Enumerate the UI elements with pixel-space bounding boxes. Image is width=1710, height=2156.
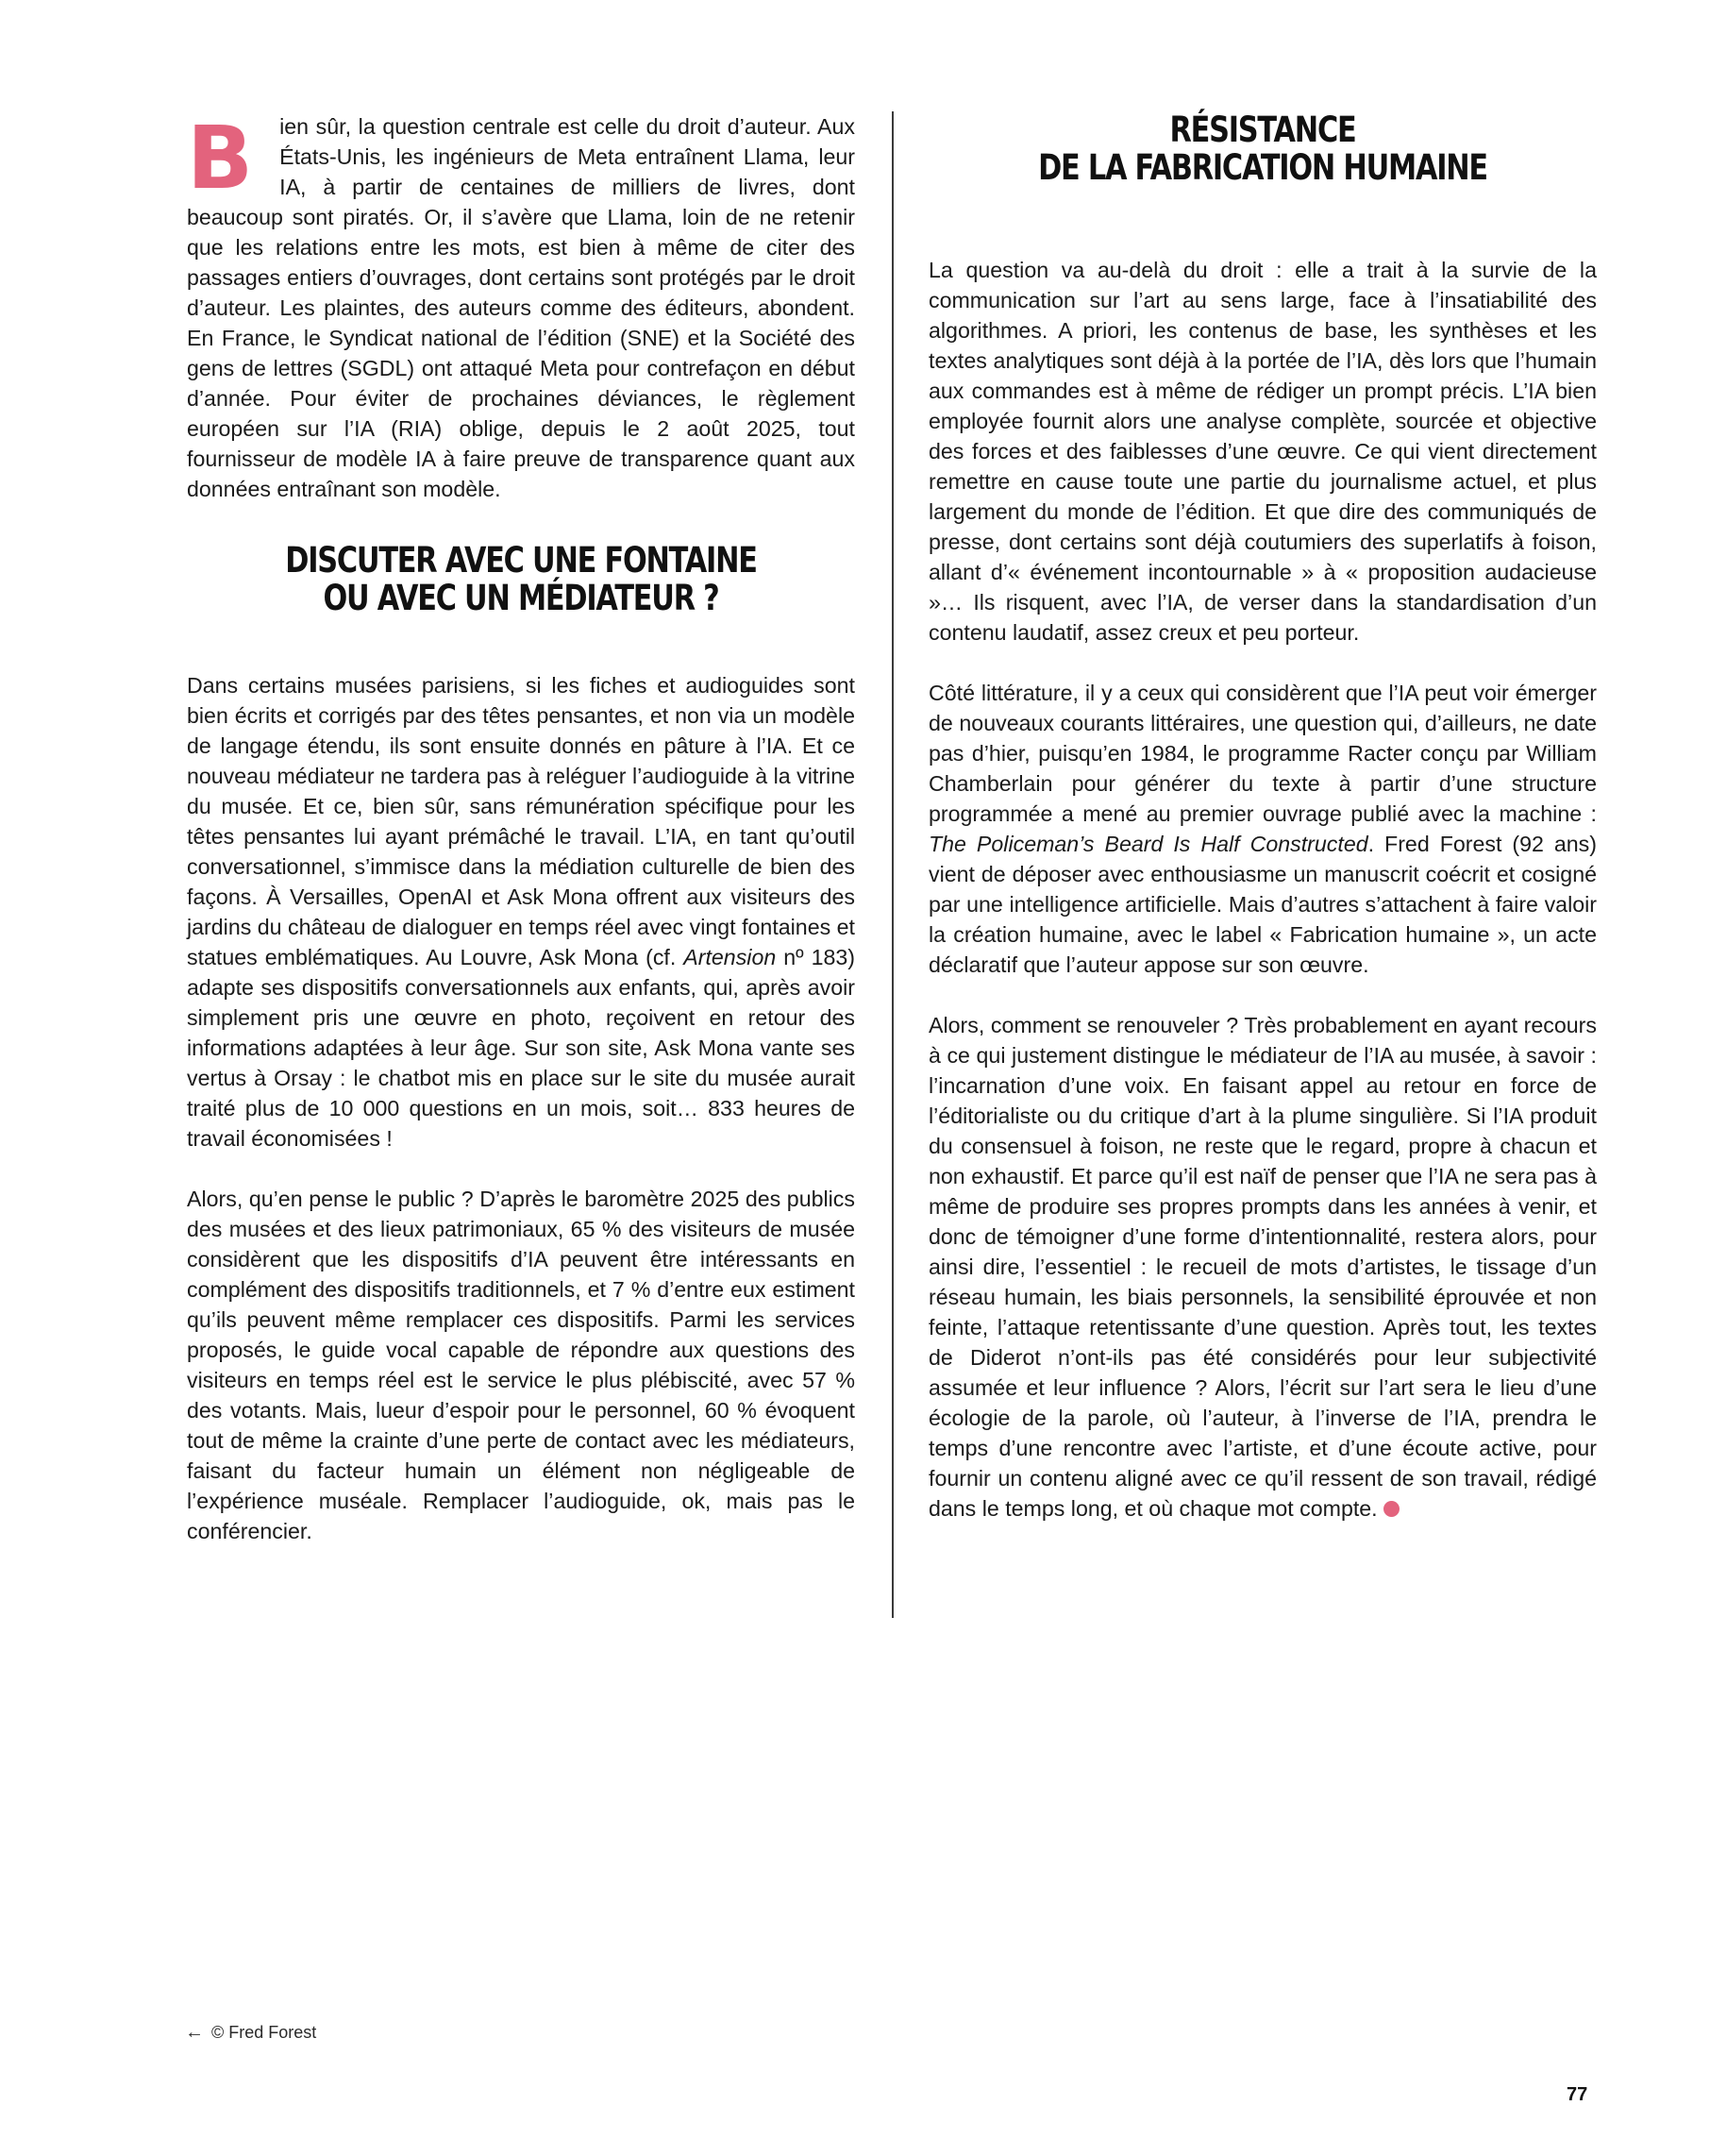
paragraph-renouveler	[929, 1010, 1597, 1524]
heading-line: RÉSISTANCE	[1169, 109, 1356, 150]
text-run: Alors, comment se renouveler ? Très probablement en ayant recours à ce qui justement distingue le médiateur de l’IA au musée, à savoir : l’incarnation d’une voix. En faisant appel au retour en force de l’éditorialiste ou du critique d’art à la plume singulière. Si l’IA produit du consensuel à foison, ne reste que le regard, propre à chacun et non exhaustif. Et parce qu’il est naïf de penser que l’IA ne sera pas à même de produire ses propres prompts dans les années à venir, et donc de témoigner d’une forme d’intentionnalité, restera alors, pour ainsi dire, l’essentiel : le recueil de mots d’artistes, le tissage d’un réseau humain, les biais personnels, la sensibilité éprouvée et non feinte, l’attaque retentissante d’une question. Après tout, les textes de Diderot n’ont-ils pas été considérés pour leur subjectivité assumée et leur influence ? Alors, l’écrit sur l’art sera le lieu d’une écologie de la parole, où l’auteur, à l’inverse de l’IA, prendra le temps d’une rencontre avec l’artiste, et d’une écoute active, pour fournir un contenu aligné avec ce qu’il ressent de son travail, rédigé dans le temps long, et où chaque mot compte.	[929, 1013, 1597, 1521]
paragraph-litterature	[929, 678, 1597, 980]
arrow-left-icon: ←	[185, 2022, 204, 2043]
right-column	[929, 111, 1597, 1554]
photo-credit	[185, 2022, 316, 2043]
book-title: The Policeman’s Beard Is Half Constructed	[929, 832, 1368, 856]
text-run: Côté littérature, il y a ceux qui considèrent que l’IA peut voir émerger de nouveaux courants littéraires, une question qui, d’ailleurs, ne date pas d’hier, puisqu’en 1984, le programme Racter conçu par William Chamberlain pour générer du texte à partir d’une structure programmée a mené au premier ouvrage publié avec la machine :	[929, 681, 1597, 826]
end-dot-icon	[1383, 1501, 1400, 1517]
text-run: Dans certains musées parisiens, si les fiches et audioguides sont bien écrits et corrigés par des têtes pensantes, et non via un modèle de langage étendu, ils sont ensuite donnés en pâture à l’IA. Et ce nouveau médiateur ne tardera pas à reléguer l’audioguide à la vitrine du musée. Et ce, bien sûr, sans rémunération spécifique pour les têtes pensantes lui ayant prémâché le travail. L’IA, en tant qu’outil conversationnel, s’immisce dans la médiation culturelle de bien des façons. À Versailles, OpenAI et Ask Mona offrent aux visiteurs des jardins du château de dialoguer en temps réel avec vingt fontaines et statues emblématiques. Au Louvre, Ask Mona (cf.	[187, 673, 855, 969]
paragraph-droit: La question va au-delà du droit : elle a trait à la survie de la communication sur l’art au sens large, face à l’insatiabilité des algorithmes. A priori, les contenus de base, les synthèses et les textes analytiques sont déjà à la portée de l’IA, dès lors que l’humain aux commandes est à même de rédiger un prompt précis. L’IA bien employée fournit alors une analyse complète, sourcée et objective des forces et des faiblesses d’une œuvre. Ce qui vient directement remettre en cause toute une partie du journalisme actuel, et plus largement du monde de l’édition. Et que dire des communiqués de presse, dont certains sont déjà coutumiers des superlatifs à foison, allant d’« événement incontournable » à « proposition audacieuse »… Ils risquent, avec l’IA, de verser dans la standardisation d’un contenu laudatif, assez creux et peu porteur.	[929, 258, 1597, 645]
intro-text: ien sûr, la question centrale est celle du droit d’auteur. Aux États-Unis, les ingénieurs de Meta entraînent Llama, leur IA, à partir de centaines de milliers de livres, dont beaucoup sont piratés. Or, il s’avère que Llama, loin de ne retenir que les relations entre les mots, est bien à même de citer des passages entiers d’ouvrages, dont certains sont protégés par le droit d’auteur. Les plaintes, des auteurs comme des éditeurs, abondent. En France, le Syndicat national de l’édition (SNE) et la Société des gens de lettres (SGDL) ont attaqué Meta pour contrefaçon en début d’année. Pour éviter de prochaines déviances, le règlement européen sur l’IA (RIA) oblige, depuis le 2 août 2025, tout fournisseur de modèle IA à faire preuve de transparence quant aux données entraînant son modèle.	[187, 114, 855, 501]
left-column	[187, 108, 855, 1576]
intro-paragraph	[187, 108, 855, 504]
text-run: . Fred Forest (92 ans) vient de déposer avec enthousiasme un manuscrit coécrit et cosigné par une intelligence artificielle. Mais d’autres s’attachent à faire valoir la création humaine, avec le label « Fabrication humaine », un acte déclaratif que l’auteur appose sur son œuvre.	[929, 832, 1597, 977]
credit-text: © Fred Forest	[211, 2023, 317, 2042]
heading-line: DE LA FABRICATION HUMAINE	[1038, 147, 1487, 188]
section-heading-resistance	[929, 111, 1597, 187]
column-divider	[892, 111, 894, 1618]
drop-cap: B	[187, 108, 254, 209]
paragraph-public: Alors, qu’en pense le public ? D’après le baromètre 2025 des publics des musées et des lieux patrimoniaux, 65 % des visiteurs de musée considèrent que les dispositifs d’IA peuvent être intéressants en complément des dispositifs traditionnels, et 7 % d’entre eux estiment qu’ils peuvent même remplacer ces dispositifs. Parmi les services proposés, le guide vocal capable de répondre aux questions des visiteurs en temps réel est le service le plus plébiscité, avec 57 % des votants. Mais, lueur d’espoir pour le personnel, 60 % évoquent tout de même la crainte d’une perte de contact avec les médiateurs, faisant du facteur humain un élément non négligeable de l’expérience muséale. Remplacer l’audioguide, ok, mais pas le conférencier.	[187, 1187, 855, 1543]
section-heading-fontaine	[187, 542, 855, 617]
magazine-title: Artension	[683, 945, 777, 969]
text-run: nº 183) adapte ses dispositifs conversationnels aux enfants, qui, après avoir simplement pris une œuvre en photo, reçoivent en retour des informations adaptées à leur âge. Sur son site, Ask Mona vante ses vertus à Orsay : le chatbot mis en place sur le site du musée aurait traité plus de 10 000 questions en un mois, soit… 833 heures de travail économisées !	[187, 945, 855, 1151]
page-number: 77	[1567, 2084, 1588, 2105]
heading-line: OU AVEC UN MÉDIATEUR ?	[323, 578, 719, 618]
paragraph-mediation	[187, 670, 855, 1154]
heading-line: DISCUTER AVEC UNE FONTAINE	[285, 540, 757, 581]
